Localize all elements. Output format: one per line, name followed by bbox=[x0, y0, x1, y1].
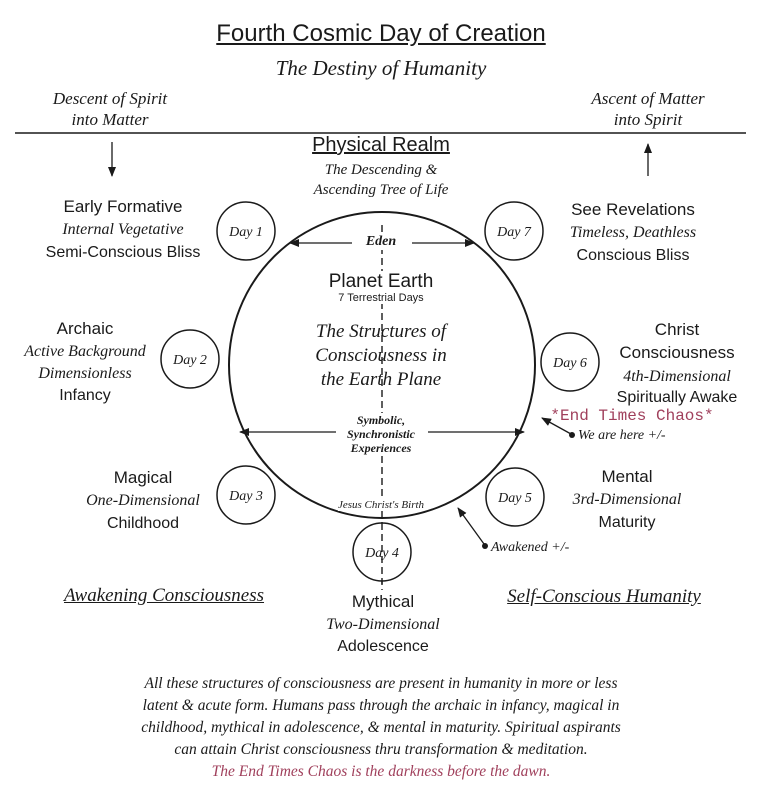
day-6-label: Day 6 bbox=[553, 356, 587, 371]
terrestrial-days-label: 7 Terrestrial Days bbox=[338, 292, 424, 304]
mythical-line-3: Adolescence bbox=[337, 638, 429, 655]
awakening-consciousness-heading: Awakening Consciousness bbox=[63, 585, 265, 606]
mental-line-3: Maturity bbox=[598, 514, 656, 531]
symbolic-line-1: Symbolic, bbox=[356, 413, 406, 427]
symbolic-line-2: Synchronistic bbox=[346, 427, 416, 441]
magical-line-2: One-Dimensional bbox=[86, 492, 200, 509]
christ-line-4: Spiritually Awake bbox=[616, 389, 738, 406]
planet-earth-label: Planet Earth bbox=[328, 271, 434, 292]
awakened-pointer bbox=[458, 508, 484, 544]
mental-title: Mental bbox=[601, 467, 653, 486]
revelations-line-3: Conscious Bliss bbox=[576, 247, 690, 264]
eden-label: Eden bbox=[365, 234, 397, 249]
footer-line-1: All these structures of consciousness are present in humanity in more or less bbox=[144, 675, 618, 692]
mythical-title: Mythical bbox=[351, 592, 415, 611]
footer-highlight: The End Times Chaos is the darkness before the dawn. bbox=[211, 763, 551, 780]
awakened-label: Awakened +/- bbox=[491, 540, 570, 555]
physical-realm-line-2: Ascending Tree of Life bbox=[313, 182, 449, 198]
descent-header-line-2: into Matter bbox=[71, 110, 149, 129]
magical-line-3: Childhood bbox=[106, 515, 180, 532]
day-5-label: Day 5 bbox=[498, 491, 532, 506]
self-conscious-humanity-heading: Self-Conscious Humanity bbox=[507, 586, 701, 607]
structures-line-1: The Structures of bbox=[315, 321, 447, 342]
footer-line-4: can attain Christ consciousness thru transformation & meditation. bbox=[174, 741, 588, 758]
day-2-label: Day 2 bbox=[173, 353, 207, 368]
symbolic-line-3: Experiences bbox=[350, 441, 412, 455]
day-7-label: Day 7 bbox=[497, 225, 531, 240]
revelations-title: See Revelations bbox=[571, 200, 695, 219]
mental-line-2: 3rd-Dimensional bbox=[572, 491, 682, 508]
mythical-line-2: Two-Dimensional bbox=[326, 616, 440, 633]
footer-line-3: childhood, mythical in adolescence, & mental in maturity. Spiritual aspirants bbox=[141, 719, 621, 736]
magical-title: Magical bbox=[113, 468, 173, 487]
descent-header-line-1: Descent of Spirit bbox=[52, 89, 168, 108]
archaic-line-3: Dimensionless bbox=[38, 365, 132, 382]
archaic-title: Archaic bbox=[56, 319, 114, 338]
day-4-label: Day 4 bbox=[365, 546, 399, 561]
day-1-label: Day 1 bbox=[229, 225, 263, 240]
structures-line-2: Consciousness in bbox=[315, 345, 447, 366]
physical-realm-title: Physical Realm bbox=[312, 134, 450, 156]
ascent-header-line-1: Ascent of Matter bbox=[591, 89, 705, 108]
christ-title: Christ bbox=[654, 320, 700, 339]
we-are-here-dot bbox=[569, 432, 575, 438]
ascent-header-line-2: into Spirit bbox=[613, 110, 683, 129]
physical-realm-line-1: The Descending & bbox=[324, 162, 438, 178]
structures-line-3: the Earth Plane bbox=[320, 369, 442, 390]
end-times-chaos-label: *End Times Chaos* bbox=[550, 407, 714, 425]
early-formative-line-2: Internal Vegetative bbox=[62, 221, 184, 238]
archaic-line-2: Active Background bbox=[24, 343, 146, 360]
christ-birth-label: Jesus Christ's Birth bbox=[337, 499, 425, 511]
archaic-line-4: Infancy bbox=[59, 387, 111, 404]
footer-line-2: latent & acute form. Humans pass through the archaic in infancy, magical in bbox=[142, 697, 620, 714]
page-subtitle: The Destiny of Humanity bbox=[275, 56, 487, 80]
day-3-label: Day 3 bbox=[229, 489, 263, 504]
christ-line-3: 4th-Dimensional bbox=[623, 368, 731, 385]
revelations-line-2: Timeless, Deathless bbox=[569, 224, 697, 241]
page-title: Fourth Cosmic Day of Creation bbox=[216, 20, 546, 47]
christ-title-line-2: Consciousness bbox=[619, 343, 735, 362]
early-formative-line-3: Semi-Conscious Bliss bbox=[45, 244, 201, 261]
we-are-here-label: We are here +/- bbox=[578, 428, 666, 443]
awakened-dot bbox=[482, 543, 488, 549]
early-formative-title: Early Formative bbox=[63, 197, 183, 216]
